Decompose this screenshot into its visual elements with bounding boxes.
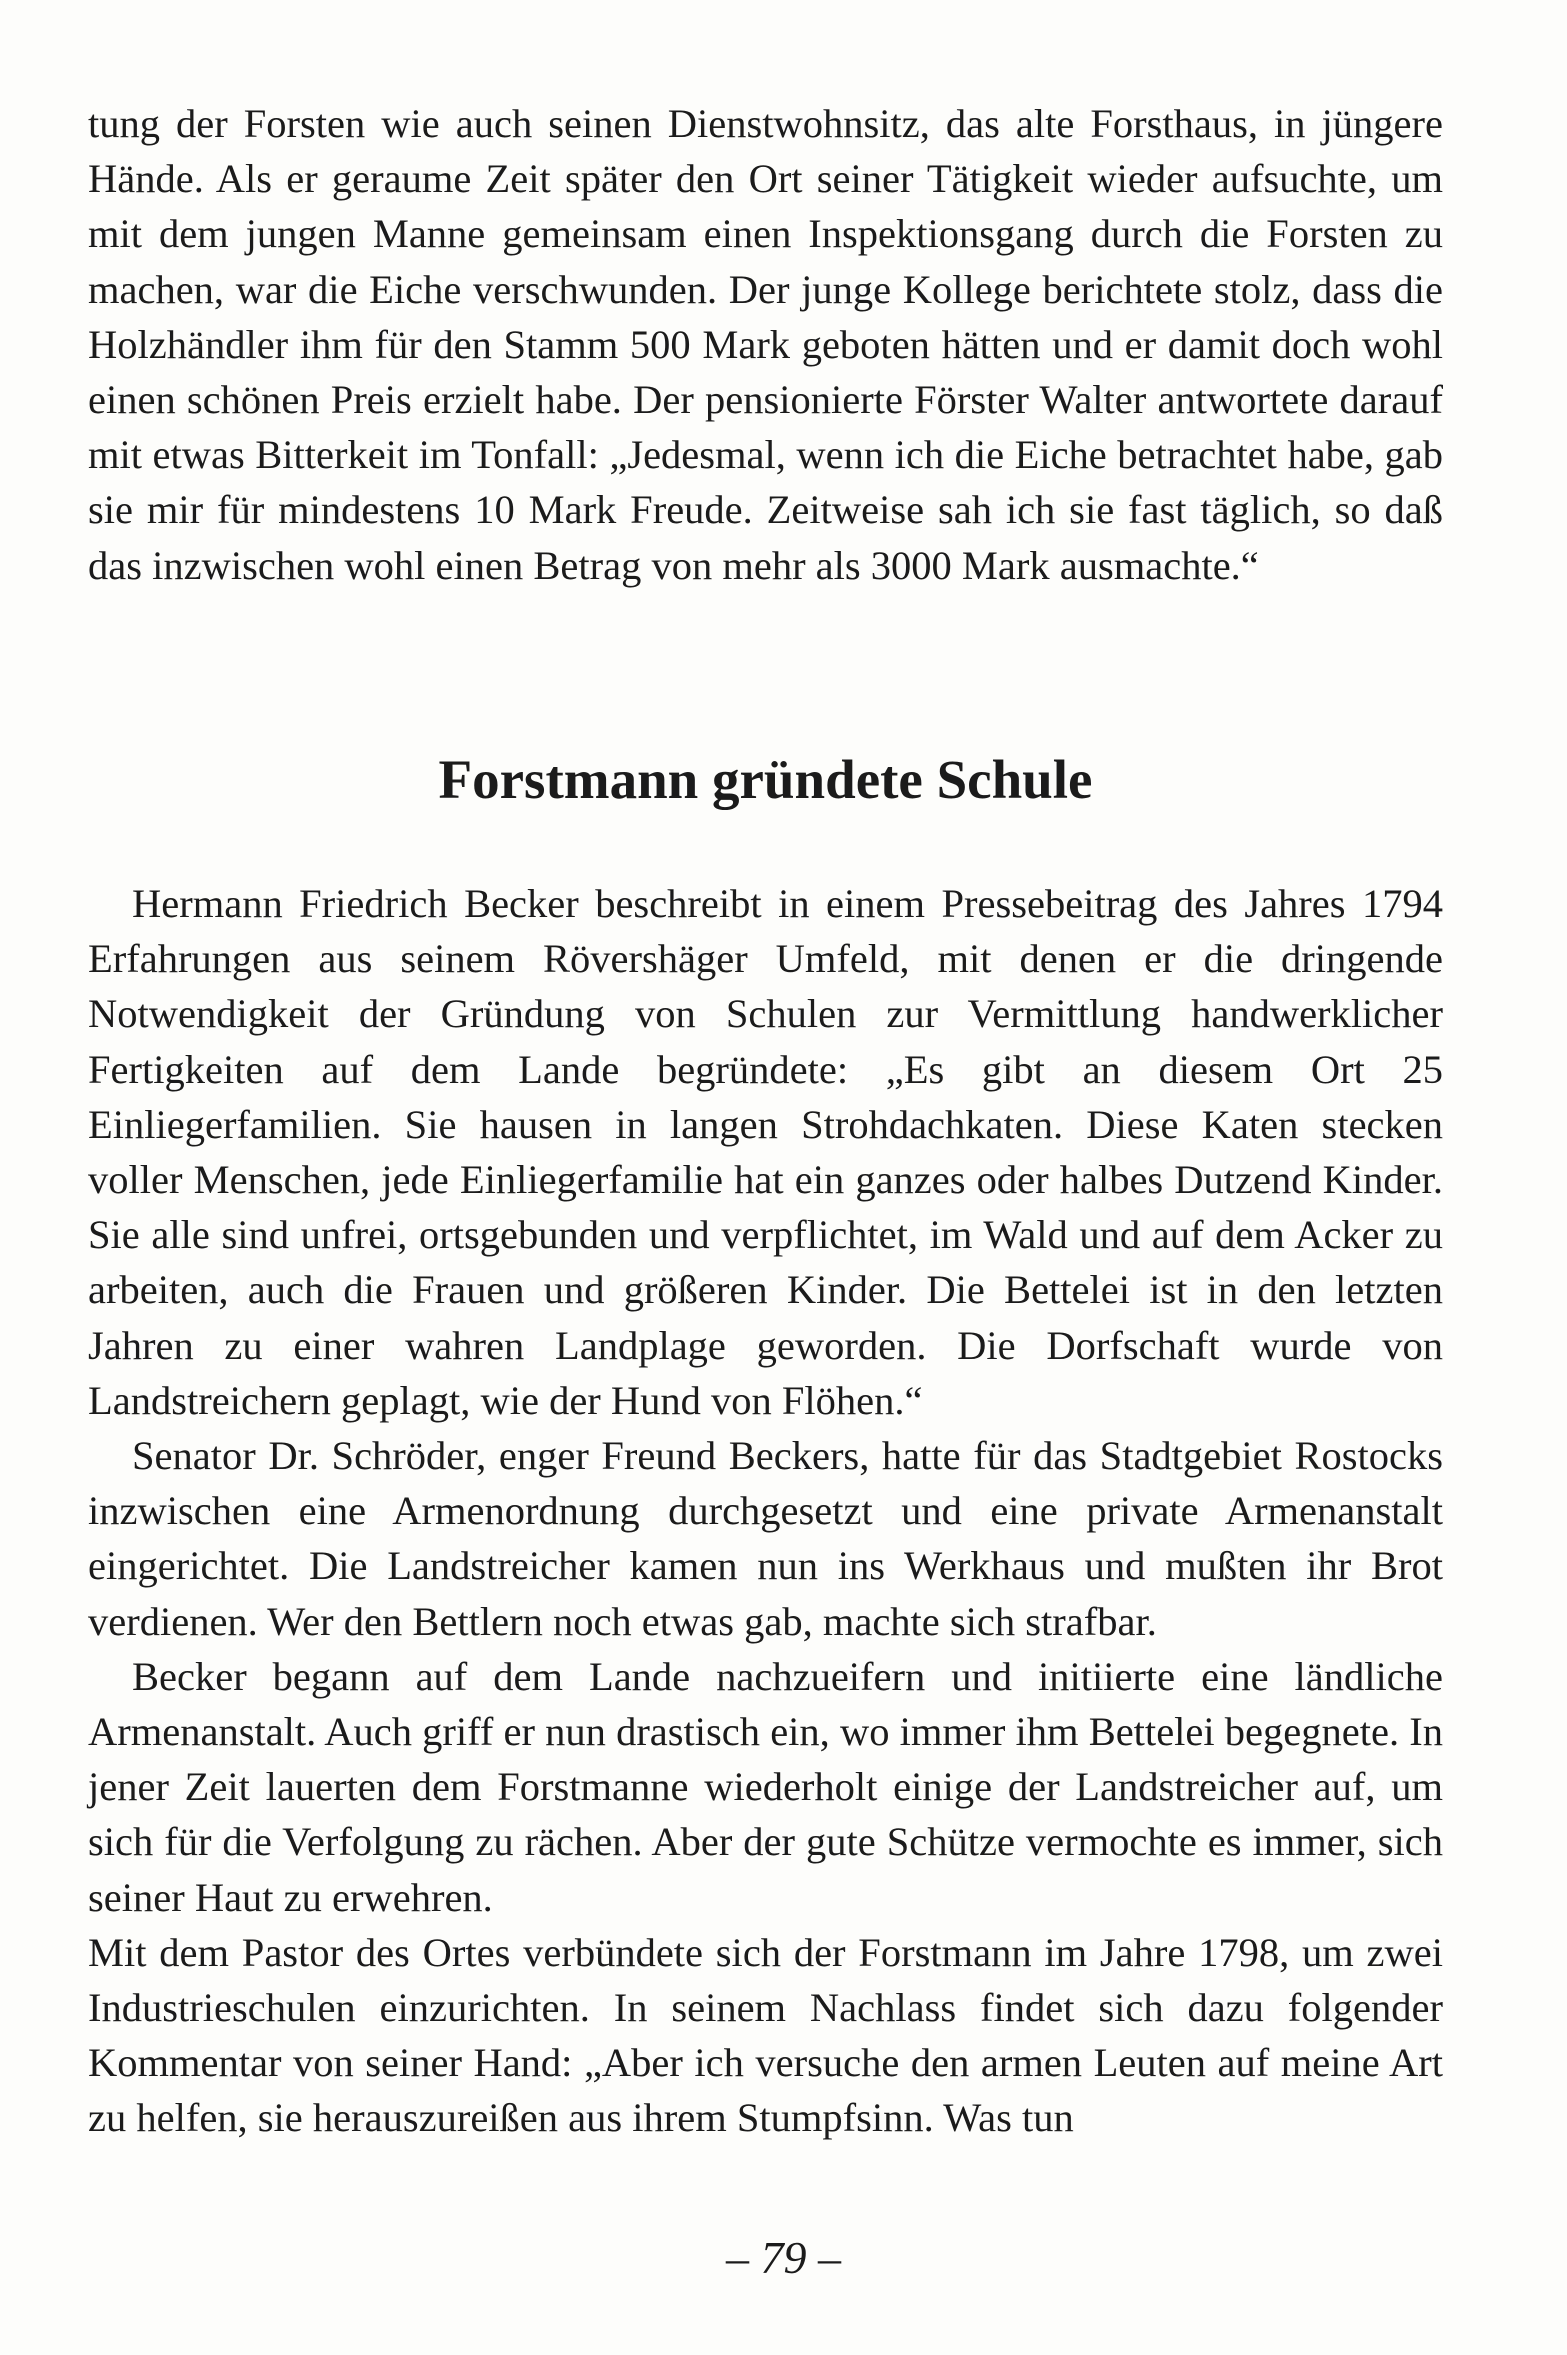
continuation-text [88,96,1443,593]
body-paragraph-4: Mit dem Pastor des Ortes verbündete sich der Forstmann im Jahre 1798, um zwei Industrieschulen einzurichten. In seinem Nachlass findet sich dazu folgender Kommentar von seiner Hand: „Aber ich versuche den armen Leuten auf meine Art zu helfen, sie herauszureißen aus ihrem Stumpfsinn. Was tun [88,1929,1443,2141]
body-paragraph-3: Becker begann auf dem Lande nachzueifern und initiierte eine ländliche Armenanstalt. Auch griff er nun drastisch ein, wo immer ihm Bettelei begegnete. In jener Zeit lauerten dem Forstmanne wiederholt einige der Landstreicher auf, um sich für die Verfolgung zu rächen. Aber der gute Schütze vermochte es immer, sich seiner Haut zu erwehren. [88,1653,1443,1920]
body-paragraph-1: Hermann Friedrich Becker beschreibt in einem Pressebeitrag des Jahres 1794 Erfahrungen aus seinem Rövershäger Umfeld, mit denen er die dringende Notwendigkeit der Gründung von Schulen zur Vermittlung handwerklicher Fertigkeiten auf dem Lande begründete: „Es gibt an diesem Ort 25 Einliegerfamilien. Sie hausen in langen Strohdachkaten. Diese Katen stecken voller Menschen, jede Einliegerfamilie hat ein ganzes oder halbes Dutzend Kinder. Sie alle sind unfrei, ortsgebunden und verpflichtet, im Wald und auf dem Acker zu arbeiten, auch die Frauen und größeren Kinder. Die Bettelei ist in den letzten Jahren zu einer wahren Landplage geworden. Die Dorfschaft wurde von Landstreichern geplagt, wie der Hund von Flöhen.“ [88,881,1443,1423]
section-body [88,876,1443,2146]
section-heading: Forstmann gründete Schule [438,749,1093,810]
body-paragraph-2: Senator Dr. Schröder, enger Freund Beckers, hatte für das Stadtgebiet Rostocks inzwischen eine Armenordnung durchgesetzt und eine private Armenanstalt eingerichtet. Die Landstreicher kamen nun ins Werkhaus und mußten ihr Brot verdienen. Wer den Bettlern noch etwas gab, machte sich strafbar. [88,1433,1443,1644]
page-number: – 79 – [726,2232,841,2283]
continuation-paragraph: tung der Forsten wie auch seinen Dienstwohnsitz, das alte Forsthaus, in jüngere Hände. Als er geraume Zeit später den Ort seiner Tätigkeit wieder aufsuchte, um mit dem jungen Manne gemeinsam einen Inspektionsgang durch die Forsten zu machen, war die Eiche verschwunden. Der junge Kollege berichtete stolz, dass die Holzhändler ihm für den Stamm 500 Mark geboten hätten und er damit doch wohl einen schönen Preis erzielt habe. Der pensionierte Förster Walter antwortete darauf mit etwas Bitterkeit im Tonfall: „Jedesmal, wenn ich die Eiche betrachtet habe, gab sie mir für mindestens 10 Mark Freude. Zeitweise sah ich sie fast täglich, so daß das inzwischen wohl einen Betrag von mehr als 3000 Mark ausmachte.“ [88,101,1443,588]
